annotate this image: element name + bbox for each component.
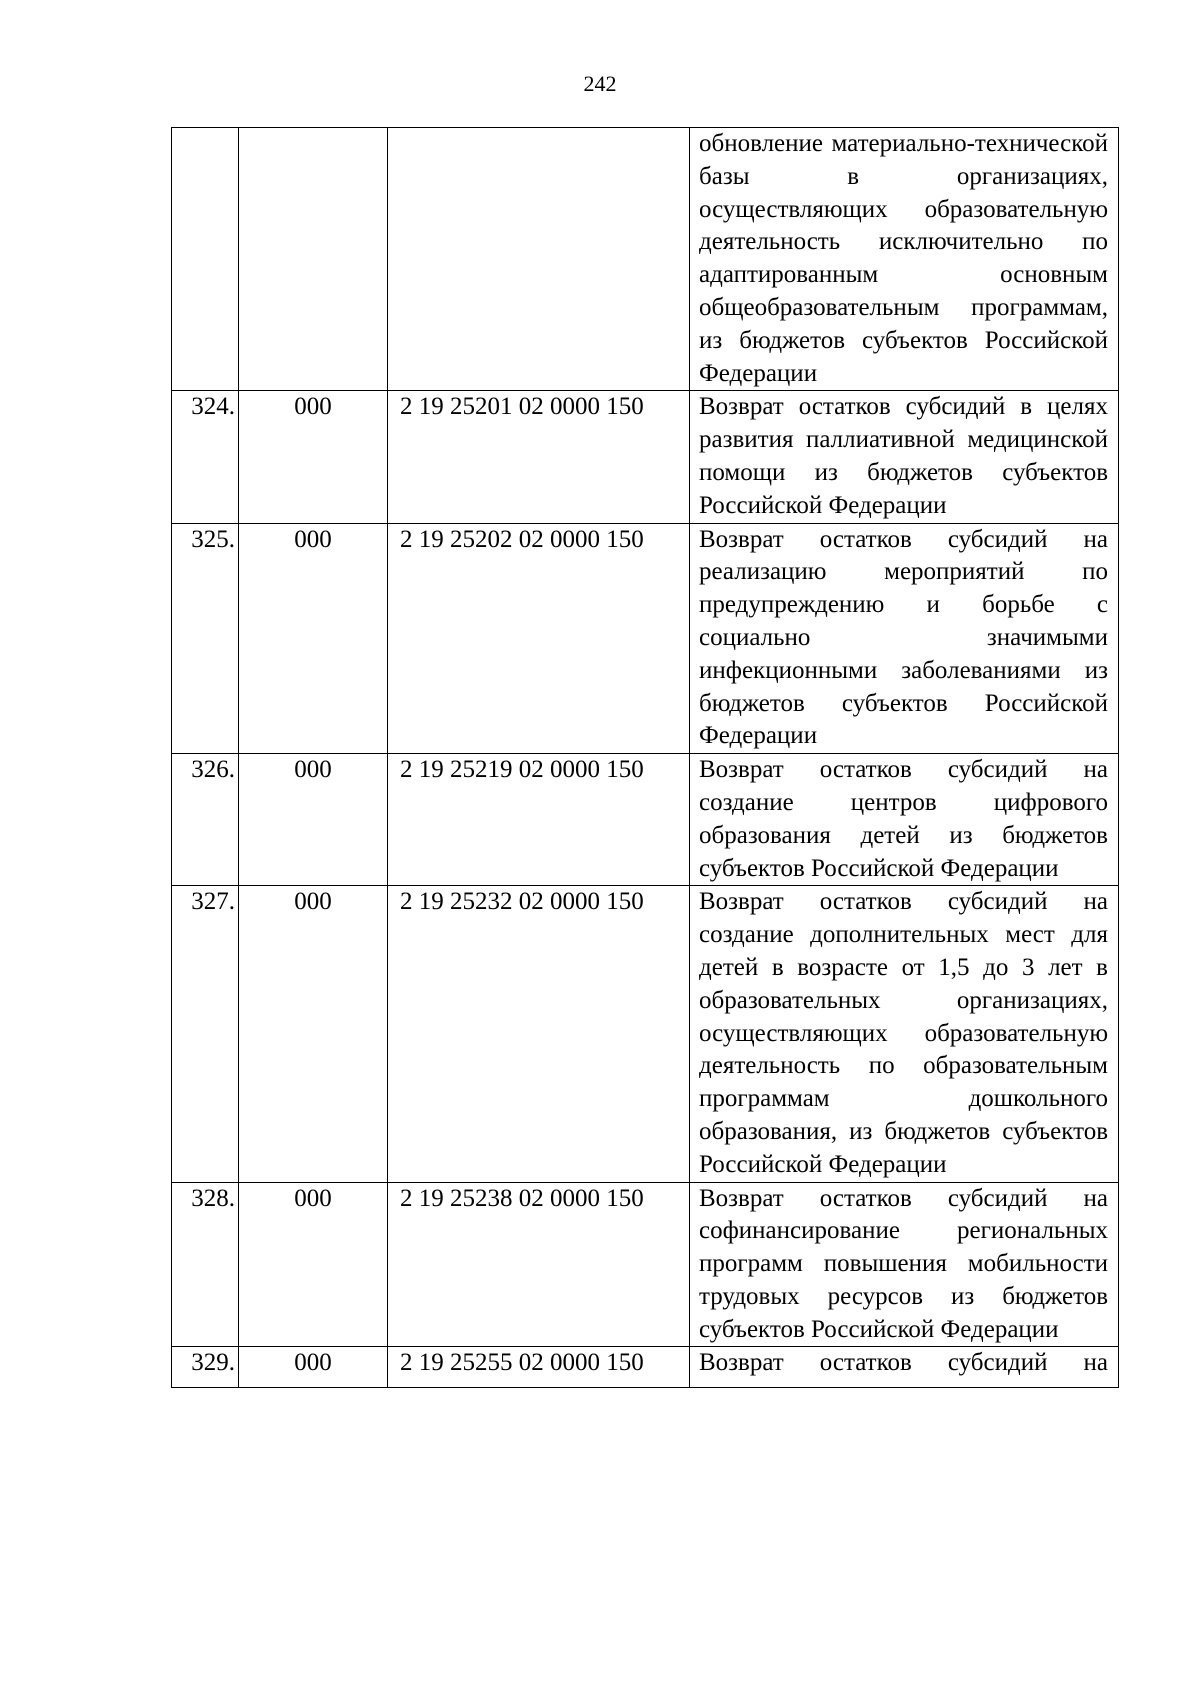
revenue-description: Возврат остатков субсидий на реализацию мероприятий по предупреждению и борьбе с социально значимыми инфекционными заболеваниями из бюджетов субъектов Российской Федерации [690,523,1119,754]
table-row [172,128,1119,391]
budget-codes-table [171,127,1119,1388]
admin-code: 000 [239,886,388,1182]
row-number: 329. [172,1347,239,1388]
budget-classification-code: 2 19 25201 02 0000 150 [388,391,690,523]
budget-classification-code: 2 19 25232 02 0000 150 [388,886,690,1182]
row-number: 326. [172,754,239,886]
page-number: 242 [583,71,617,96]
admin-code: 000 [239,1347,388,1388]
table-row [172,1182,1119,1347]
row-number: 328. [172,1182,239,1347]
row-number [172,128,239,391]
revenue-description: Возврат остатков субсидий на [690,1347,1119,1388]
row-number: 327. [172,886,239,1182]
table-row [172,523,1119,754]
budget-classification-code [388,128,690,391]
admin-code: 000 [239,754,388,886]
revenue-description: обновление материально-технической базы в организациях, осуществляющих образовательную деятельность исключительно по адаптированным основным общеобразовательным программам, из бюджетов субъектов Российской Федерации [690,128,1119,391]
revenue-description: Возврат остатков субсидий в целях развития паллиативной медицинской помощи из бюджетов субъектов Российской Федерации [690,391,1119,523]
table-row [172,886,1119,1182]
row-number: 325. [172,523,239,754]
revenue-description: Возврат остатков субсидий на софинансирование региональных программ повышения мобильности трудовых ресурсов из бюджетов субъектов Российской Федерации [690,1182,1119,1347]
table-row [172,754,1119,886]
table-row [172,1347,1119,1388]
revenue-description: Возврат остатков субсидий на создание центров цифрового образования детей из бюджетов субъектов Российской Федерации [690,754,1119,886]
budget-classification-code: 2 19 25219 02 0000 150 [388,754,690,886]
budget-classification-code: 2 19 25238 02 0000 150 [388,1182,690,1347]
admin-code: 000 [239,1182,388,1347]
row-number: 324. [172,391,239,523]
budget-classification-code: 2 19 25202 02 0000 150 [388,523,690,754]
admin-code: 000 [239,523,388,754]
admin-code [239,128,388,391]
budget-classification-code: 2 19 25255 02 0000 150 [388,1347,690,1388]
admin-code: 000 [239,391,388,523]
revenue-description: Возврат остатков субсидий на создание дополнительных мест для детей в возрасте от 1,5 до 3 лет в образовательных организациях, осуществляющих образовательную деятельность по образовательным программам дошкольного образования, из бюджетов субъектов Российской Федерации [690,886,1119,1182]
table-row [172,391,1119,523]
